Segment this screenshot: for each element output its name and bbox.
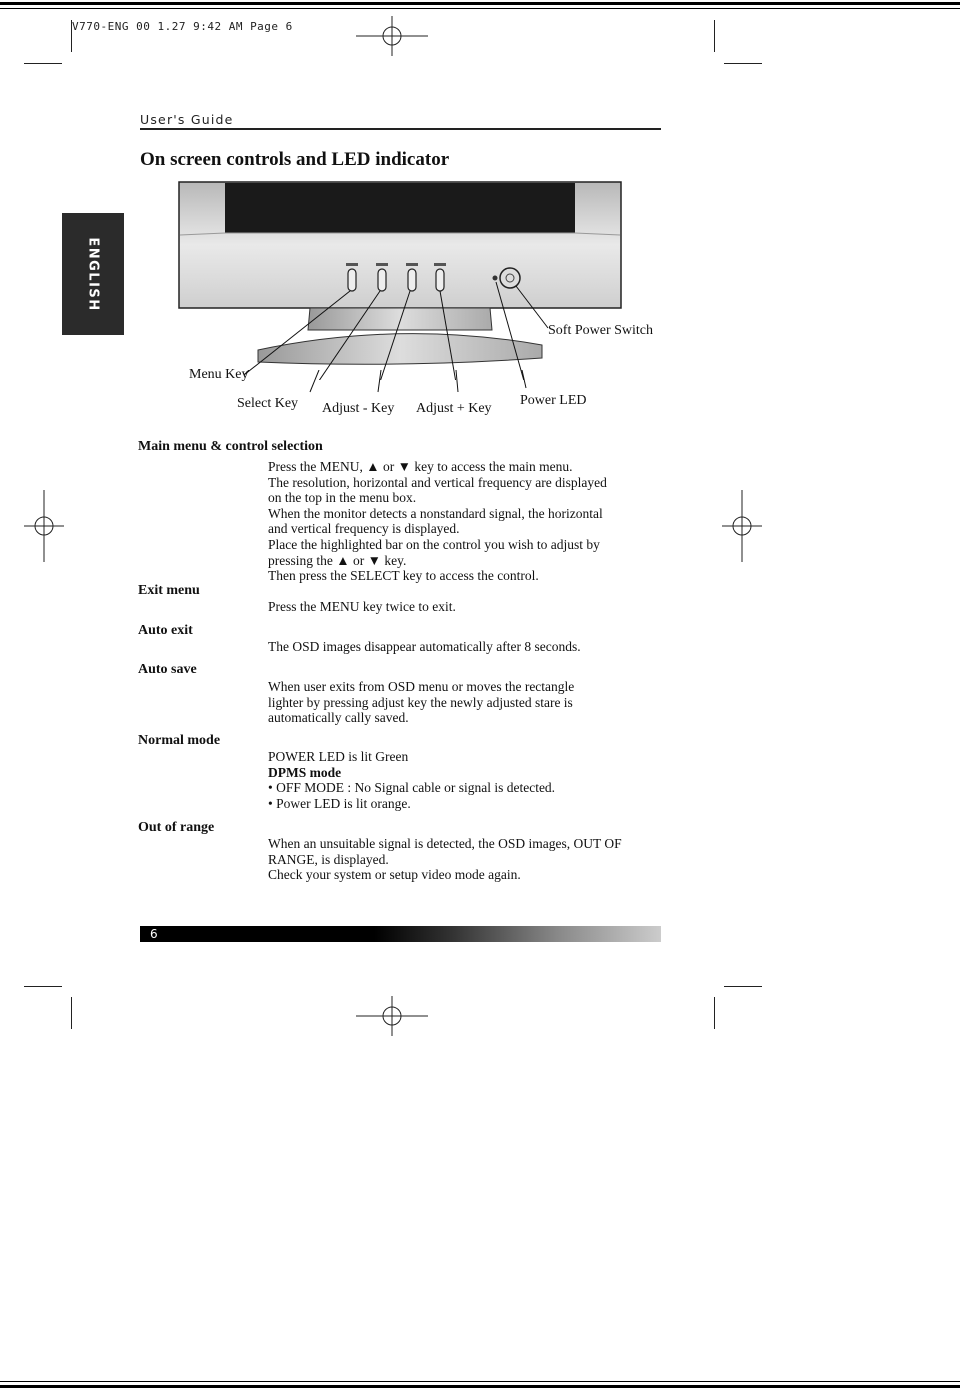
adjust-minus-key-label: Adjust - Key <box>322 401 395 416</box>
main-menu-line: on the top in the menu box. <box>268 490 417 506</box>
out-of-range-line: When an unsuitable signal is detected, the OSD images, OUT OF <box>268 836 622 851</box>
main-menu-line: Then press the SELECT key to access the control. <box>268 568 539 584</box>
language-tab <box>62 213 124 335</box>
auto-save-body <box>268 679 574 726</box>
out-of-range-heading: Out of range <box>138 820 215 835</box>
normal-mode-body <box>268 749 555 811</box>
normal-mode-line: • OFF MODE : No Signal cable or signal is detected. <box>268 780 556 796</box>
exit-menu-heading: Exit menu <box>138 583 200 598</box>
registration-mark-top <box>352 14 432 58</box>
auto-exit-body <box>268 639 581 655</box>
menu-key-label: Menu Key <box>189 367 249 382</box>
main-menu-heading: Main menu & control selection <box>138 439 323 454</box>
normal-mode-heading: Normal mode <box>138 733 221 748</box>
top-border-thin <box>0 8 960 9</box>
exit-menu-body <box>268 599 456 615</box>
bottom-border-thin <box>0 1381 960 1382</box>
auto-exit-line: The OSD images disappear automatically after 8 seconds. <box>268 639 581 654</box>
main-menu-body <box>268 459 607 584</box>
select-key-label: Select Key <box>237 396 299 411</box>
monitor-screen <box>225 183 575 233</box>
main-menu-line: Place the highlighted bar on the control you wish to adjust by <box>268 536 600 552</box>
bottom-border-thick <box>0 1385 960 1388</box>
main-menu-line: pressing the ▲ or ▼ key. <box>268 552 407 568</box>
header-rule <box>140 128 661 130</box>
monitor-stand-base <box>258 334 542 365</box>
running-header: User's Guide <box>140 112 234 127</box>
main-menu-line: When the monitor detects a nonstandard signal, the horizontal <box>268 505 603 521</box>
crop-mark-top-right-vertical <box>714 20 715 52</box>
top-border-thick <box>0 2 960 5</box>
auto-save-line: automatically cally saved. <box>268 710 409 726</box>
power-led-label: Power LED <box>520 393 587 408</box>
monitor-illustration <box>170 180 670 380</box>
page-number: 6 <box>150 927 158 941</box>
crop-mark-bottom-left-horizontal <box>24 986 62 987</box>
crop-mark-top-right-horizontal <box>724 63 762 64</box>
footer-bar <box>140 926 661 942</box>
dpms-mode-subheading: DPMS mode <box>268 764 342 780</box>
soft-power-switch-label: Soft Power Switch <box>548 323 653 338</box>
main-menu-line: Press the MENU, ▲ or ▼ key to access the main menu. <box>268 459 573 474</box>
crop-mark-top-left-horizontal <box>24 63 62 64</box>
out-of-range-body <box>268 836 622 883</box>
crop-mark-bottom-left-vertical <box>71 997 72 1029</box>
print-header: V770-ENG 00 1.27 9:42 AM Page 6 <box>72 20 293 33</box>
normal-mode-line: POWER LED is lit Green <box>268 749 409 764</box>
out-of-range-line: Check your system or setup video mode again. <box>268 867 521 883</box>
main-menu-line: The resolution, horizontal and vertical frequency are displayed <box>268 474 607 490</box>
soft-power-switch-button <box>500 268 520 288</box>
monitor-stand-neck <box>308 308 492 330</box>
power-led-dot <box>493 276 498 281</box>
exit-menu-line: Press the MENU key twice to exit. <box>268 599 456 614</box>
auto-save-line: When user exits from OSD menu or moves the rectangle <box>268 679 575 694</box>
page-title: On screen controls and LED indicator <box>140 149 450 170</box>
auto-save-line: lighter by pressing adjust key the newly adjusted stare is <box>268 694 573 710</box>
auto-exit-heading: Auto exit <box>138 623 193 638</box>
normal-mode-line: • Power LED is lit orange. <box>268 795 411 811</box>
language-tab-label: ENGLISH <box>85 236 101 312</box>
registration-mark-left <box>22 486 66 566</box>
registration-mark-bottom <box>352 994 432 1038</box>
registration-mark-right <box>720 486 764 566</box>
crop-mark-bottom-right-vertical <box>714 997 715 1029</box>
auto-save-heading: Auto save <box>138 662 197 677</box>
out-of-range-line: RANGE, is displayed. <box>268 851 389 867</box>
main-menu-line: and vertical frequency is displayed. <box>268 521 460 537</box>
adjust-plus-key-label: Adjust + Key <box>416 401 492 416</box>
crop-mark-bottom-right-horizontal <box>724 986 762 987</box>
